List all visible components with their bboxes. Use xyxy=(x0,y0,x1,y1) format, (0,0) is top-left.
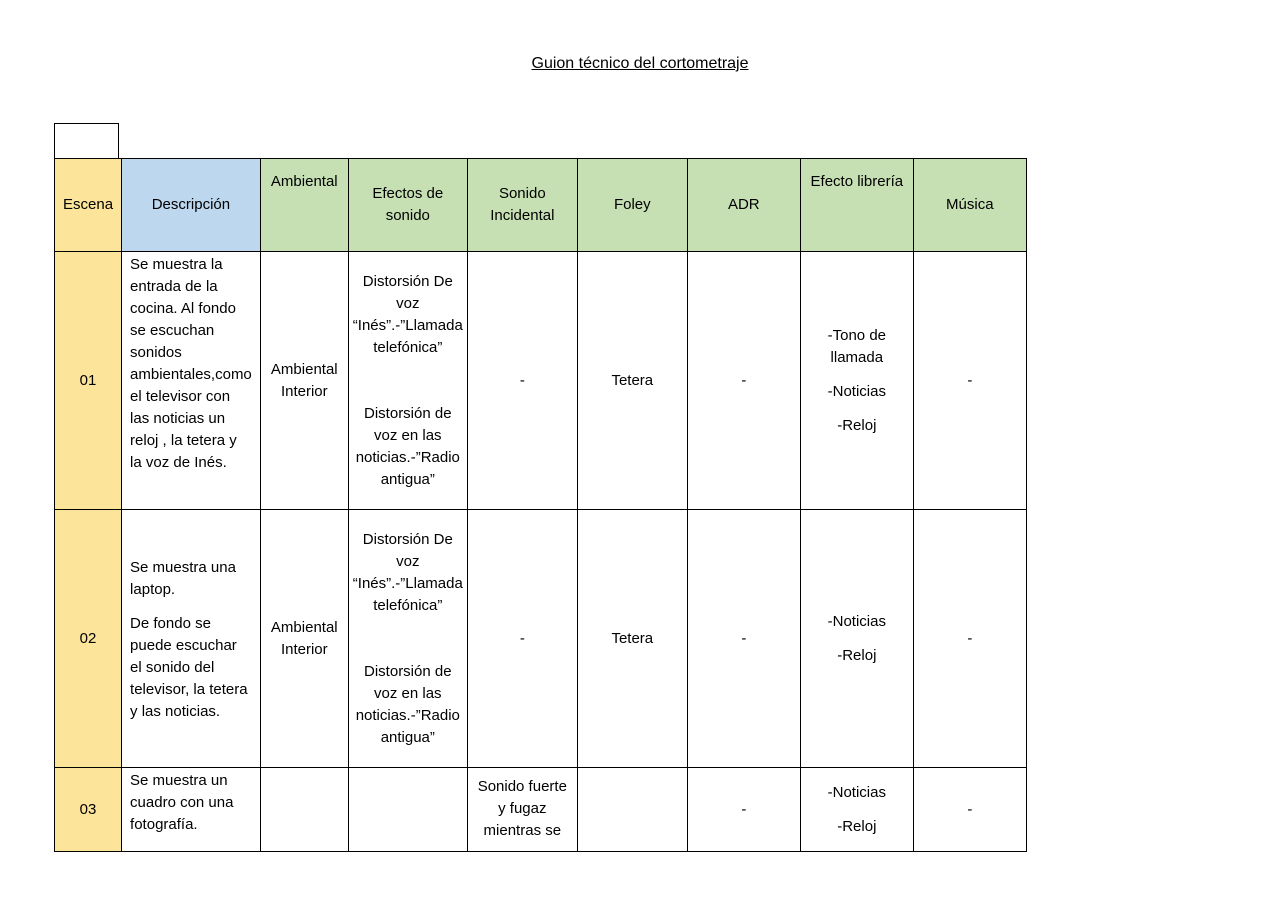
libreria-item: -Reloj xyxy=(837,646,877,664)
table-row xyxy=(55,768,1027,852)
technical-script-table xyxy=(54,158,1027,852)
cell-sonido-incidental: - xyxy=(467,510,577,768)
header-foley: Foley xyxy=(577,159,687,252)
header-descripcion: Descripción xyxy=(122,159,261,252)
header-musica: Música xyxy=(913,159,1026,252)
header-ambiental: Ambiental xyxy=(260,159,348,252)
descripcion-paragraph: Se muestra la entrada de la cocina. Al fondo se escuchan sonidos ambientales,como el televisor con las noticias un reloj , la tetera y la voz de Inés. xyxy=(130,256,252,471)
document-title: Guion técnico del cortometraje xyxy=(531,55,749,72)
efecto-item: Distorsión De voz “Inés”.-”Llamada telefónica” xyxy=(352,530,463,614)
cell-efectos-sonido xyxy=(348,768,467,852)
cell-escena: 02 xyxy=(55,510,122,768)
libreria-item: -Tono de llamada xyxy=(827,326,886,366)
libreria-item: -Reloj xyxy=(837,817,877,835)
descripcion-paragraph: De fondo se puede escuchar el sonido del televisor, la tetera y las noticias. xyxy=(130,614,248,720)
descripcion-paragraph: Se muestra una laptop. xyxy=(130,558,236,598)
efecto-spacer xyxy=(353,617,463,661)
cell-sonido-incidental: - xyxy=(467,252,577,510)
cell-ambiental xyxy=(260,768,348,852)
table-row xyxy=(55,252,1027,510)
cell-ambiental: Ambiental Interior xyxy=(260,252,348,510)
header-efecto-libreria: Efecto librería xyxy=(800,159,913,252)
cell-sonido-incidental: Sonido fuerte y fugaz mientras se xyxy=(467,768,577,852)
empty-header-cell xyxy=(54,123,119,158)
cell-efecto-libreria xyxy=(800,252,913,510)
cell-musica: - xyxy=(913,252,1026,510)
table-row xyxy=(55,510,1027,768)
header-escena: Escena xyxy=(55,159,122,252)
cell-musica: - xyxy=(913,768,1026,852)
header-sonido-incidental: Sonido Incidental xyxy=(467,159,577,252)
cell-efecto-libreria xyxy=(800,510,913,768)
cell-adr: - xyxy=(687,252,800,510)
header-efectos-sonido: Efectos de sonido xyxy=(348,159,467,252)
cell-escena: 03 xyxy=(55,768,122,852)
cell-foley: Tetera xyxy=(577,510,687,768)
efecto-spacer xyxy=(353,359,463,403)
cell-adr: - xyxy=(687,510,800,768)
cell-foley xyxy=(577,768,687,852)
cell-efectos-sonido xyxy=(348,510,467,768)
cell-foley: Tetera xyxy=(577,252,687,510)
libreria-item: -Reloj xyxy=(837,416,877,434)
header-adr: ADR xyxy=(687,159,800,252)
cell-descripcion xyxy=(122,510,261,768)
cell-descripcion xyxy=(122,252,261,510)
libreria-item: -Noticias xyxy=(827,612,886,630)
cell-descripcion xyxy=(122,768,261,852)
header-row xyxy=(55,159,1027,252)
libreria-item: -Noticias xyxy=(827,382,886,400)
cell-efectos-sonido xyxy=(348,252,467,510)
efecto-item: Distorsión de voz en las noticias.-”Radio antigua” xyxy=(355,404,460,488)
cell-musica: - xyxy=(913,510,1026,768)
cell-efecto-libreria xyxy=(800,768,913,852)
cell-escena: 01 xyxy=(55,252,122,510)
cell-adr: - xyxy=(687,768,800,852)
descripcion-paragraph: Se muestra un cuadro con una fotografía. xyxy=(130,772,234,833)
efecto-item: Distorsión De voz “Inés”.-”Llamada telefónica” xyxy=(352,272,463,356)
libreria-item: -Noticias xyxy=(827,783,886,801)
efecto-item: Distorsión de voz en las noticias.-”Radio antigua” xyxy=(355,662,460,746)
cell-ambiental: Ambiental Interior xyxy=(260,510,348,768)
